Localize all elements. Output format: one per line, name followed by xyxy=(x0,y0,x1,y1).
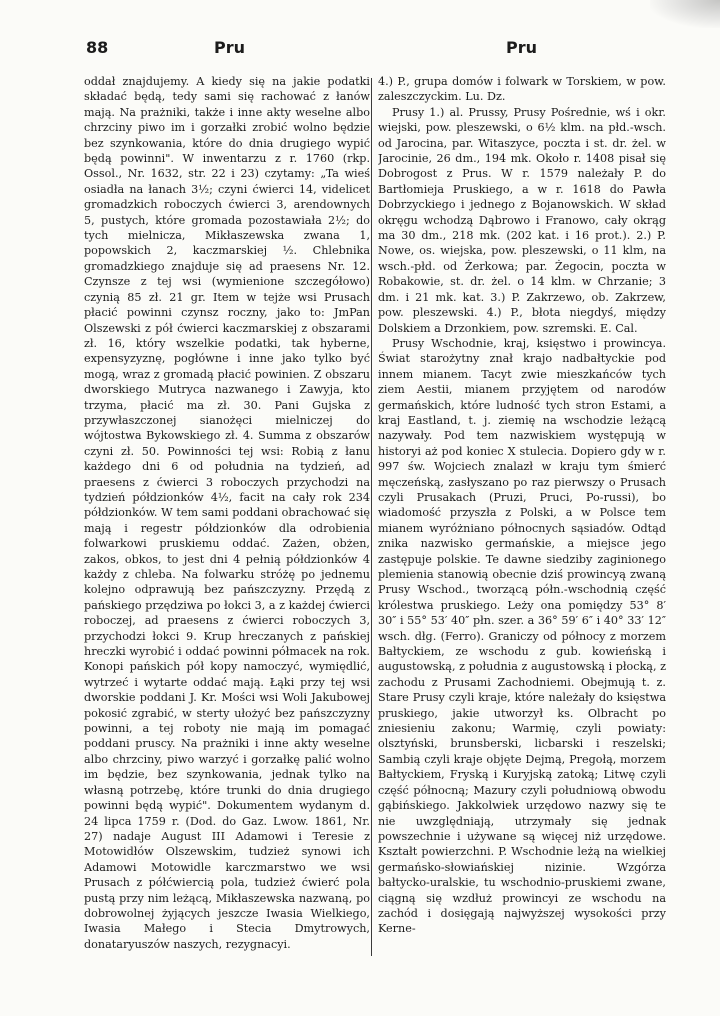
page-number: 88 xyxy=(86,38,109,57)
paragraph: Prusy Wschodnie, kraj, księstwo i prowincya. Świat starożytny znał krajo nadbałtyckie pod innem mianem. Tacyt zwie mieszkańców tych ziem Aestii, mianem przyjętem od narodów germańskich, które ludność tych stron Estami, a kraj Eastland, t. j. ziemię na wschodzie leżącą nazywały. Pod tem nazwiskiem występują w historyi aż pod koniec X stulecia. Dopiero gdy w r. 997 św. Wojciech znalazł w kraju tym śmierć męczeńską, zasłyszano po raz pierwszy o Prusach czyli Prusakach (Pruzi, Pruci, Po-russi), bo wiadomość przyszła z Polski, a w Polsce tem mianem wyróżniano północnych sąsiadów. Odtąd znika nazwisko germańskie, a miejsce jego zastępuje polskie. Te dawne siedziby zaginionego plemienia stanowią obecnie dziś prowincyą zwaną Prusy Wschod., tworzącą półn.-wschodnią część królestwa pruskiego. Leży ona pomiędzy 53° 8′ 30″ i 55° 53′ 40″ płn. szer. a 36° 59′ 6″ i 40° 33′ 12″ wsch. dłg. (Ferro). Graniczy od północy z morzem Bałtyckiem, ze wschodu z gub. kowieńską i augustowską, z południa z augustowską i płocką, z zachodu z Prusami Zachodniemi. Obejmują t. z. Stare Prusy czyli kraje, które należały do księstwa pruskiego, jakie utworzył ks. Olbracht po zniesieniu zakonu; Warmię, czyli powiaty: olsztyński, brunsberski, licbarski i reszelski; Sambią czyli kraje objęte Dejmą, Pregołą, morzem Bałtyckiem, Fryską i Kuryjską zatoką; Litwę czyli część północną; Mazury czyli południową obwodu gąbińskiego. Jakkolwiek urzędowo nazwy się te nie uwzględniają, utrzymały się jednak powszechnie i używane są więcej niż urzędowe. Kształt powierzchni. P. Wschodnie leżą na wielkiej germańsko-słowiańskiej nizinie. Wzgórza bałtycko-uralskie, tu wschodnio-pruskiemi zwane, ciągną się wzdłuż prowincyi ze wschodu na zachód i dosięgają najwyższej wysokości przy Kerne- xyxy=(378,336,666,936)
page-header xyxy=(86,38,664,62)
paragraph: oddał znajdujemy. A kiedy się na jakie podatki składać będą, tedy sami się rachować z łanów mają. Na prażniki, także i inne akty weselne albo chrzciny piwo im i gorzałki zrobić wolno będzie bez szynkowania, które do dnia drugiego wypić będą powinni". W inwentarzu z r. 1760 (rkp. Ossol., Nr. 1632, str. 22 i 23) czytamy: „Ta wieś osiadła na łanach 3½; czyni ćwierci 14, videlicet gromadzkich roboczych ćwierci 3, arendownych 5, pustych, które gromada pozostawiała 2½; do tych mielnicza, Mikłaszewska zwana 1, popowskich 2, kaczmarskiej ½. Chlebnika gromadzkiego znajduje się ad praesens Nr. 12. Czynsze z tej wsi (wymienione szczegółowo) czynią 85 zł. 21 gr. Item w tejże wsi Prusach płacić powinni czynsz roczny, jako to: JmPan Olszewski z pół ćwierci kaczmarskiej z obszarami zł. 16, który wszelkie podatki, tak hyberne, expensyzyznę, pogłówne i inne jako tylko być mogą, wraz z gromadą płacić powinien. Z obszaru dworskiego Mutryca nazwanego i Zawyja, kto trzyma, płacić ma zł. 30. Pani Gujska z przywłaszczonej sianożęci mielniczej do wójtostwa Bykowskiego zł. 4. Summa z obszarów czyni zł. 50. Powinności tej wsi: Robią z łanu każdego dni 6 od południa na tydzień, ad praesens z ćwierci 3 roboczych przychodzi na tydzień półdzionków 4½, facit na cały rok 234 półdzionków. W tem sami poddani obrachować się mają i regestr półdzionków dla odrobienia folwarkowi pruskiemu oddać. Zażen, obżen, zakos, obkos, to jest dni 4 pełnią półdzionków 4 każdy z chleba. Na folwarku stróżę po jednemu kolejno odprawują bez pańszczyzny. Przędą z pańskiego przędziwa po łokci 3, a z każdej ćwierci roboczej, ad praesens z ćwierci roboczych 3, przychodzi łokci 9. Krup hreczanych z pańskiej hreczki wyrobić i oddać powinni półmacek na rok. Konopi pańskich pół kopy namoczyć, wymiędlić, wytrzeć i wytarte oddać mają. Łąki przy tej wsi dworskie poddani J. Kr. Mości wsi Woli Jakubowej pokosić zgrabić, w sterty ułożyć bez pańszczyzny powinni, a tej roboty nie mają im pomagać poddani pruscy. Na prażniki i inne akty weselne albo chrzciny, piwo warzyć i gorzałkę palić wolno im będzie, bez szynkowania, jednak tylko na własną potrzebę, które trunki do dnia drugiego powinni będą wypić". Dokumentem wydanym d. 24 lipca 1759 r. (Dod. do Gaz. Lwow. 1861, Nr. 27) nadaje August III Adamowi i Teresie z Motowidłów Olszewskim, tudzież synowi ich Adamowi Motowidle karczmarstwo we wsi Prusach z półćwiercią pola, tudzież ćwierć pola pustą przy nim leżącą, Mikłaszewska nazwaną, po dobrowolnej żyjących jeszcze Iwasia Wielkiego, Iwasia Małego i Stecia Dmytrowych, donataryuszów naszych, rezygnacyi. xyxy=(84,75,370,951)
paragraph: Prusy 1.) al. Prussy, Prusy Pośrednie, wś i okr. wiejski, pow. pleszewski, o 6½ klm. na płd.-wsch. od Jarocina, par. Witaszyce, poczta i st. dr. żel. w Jarocinie, 26 dm., 194 mk. Około r. 1408 pisał się Dobrogost z Prus. W r. 1579 należały P. do Bartłomieja Pruskiego, a w r. 1618 do Pawła Dobrzyckiego i jednego z Bojanowskich. W skład okręgu wchodzą Dąbrowo i Franowo, cały okrąg ma 30 dm., 218 mk. (202 kat. i 16 prot.). 2.) P. Nowe, os. wiejska, pow. pleszewski, o 11 klm, na wsch.-płd. od Żerkowa; par. Żegocin, poczta w Robakowie, st. dr. żel. o 14 klm. w Chrzanie; 3 dm. i 21 mk. kat. 3.) P. Zakrzewo, ob. Zakrzew, pow. pleszewski. 4.) P., błota niegdyś, między Dolskiem a Drzonkiem, pow. szremski. E. Cal. xyxy=(378,105,666,335)
right-column xyxy=(378,74,666,964)
scan-corner-smudge xyxy=(650,0,720,28)
running-head-left: Pru xyxy=(214,38,246,57)
column-divider xyxy=(371,78,372,956)
paragraph: 4.) P., grupa domów i folwark w Torskiem, w pow. zaleszczyckim. Lu. Dz. xyxy=(378,75,666,104)
running-head-right: Pru xyxy=(506,38,538,57)
left-column xyxy=(84,74,370,964)
